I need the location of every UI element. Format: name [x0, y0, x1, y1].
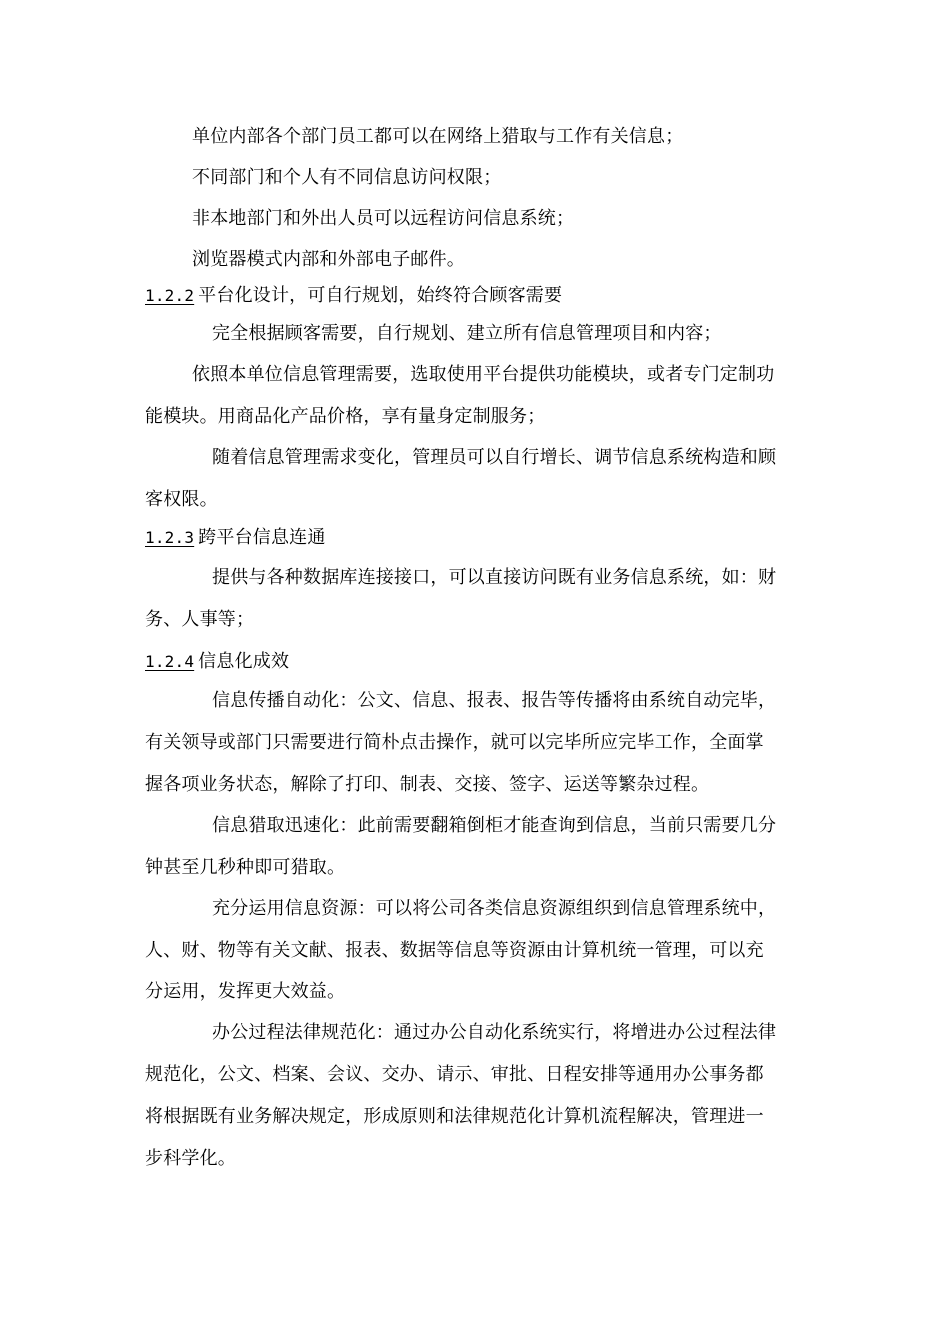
paragraph-line: 能模块。用商品化产品价格，享有量身定制服务；	[145, 406, 546, 427]
paragraph-line: 提供与各种数据库连接接口，可以直接访问既有业务信息系统，如：财	[212, 567, 777, 588]
bullet-line: 浏览器模式内部和外部电子邮件。	[192, 249, 465, 270]
bullet-line: 非本地部门和外出人员可以远程访问信息系统；	[192, 208, 575, 229]
paragraph-line: 依照本单位信息管理需要，选取使用平台提供功能模块，或者专门定制功	[192, 364, 775, 385]
section-title: 平台化设计，可自行规划，始终符合顾客需要	[198, 285, 563, 306]
section-heading-123	[145, 526, 326, 550]
paragraph-line: 规范化，公文、档案、会议、交办、请示、审批、日程安排等通用办公事务都	[145, 1064, 764, 1085]
paragraph-line: 客权限。	[145, 489, 218, 510]
paragraph-line: 务、人事等；	[145, 609, 255, 630]
section-number: 1.2.3	[145, 528, 195, 547]
paragraph-line: 钟甚至几秒种即可猎取。	[145, 857, 346, 878]
paragraph-line: 信息传播自动化：公文、信息、报表、报告等传播将由系统自动完毕，	[212, 690, 777, 711]
paragraph-line: 分运用，发挥更大效益。	[145, 981, 346, 1002]
section-heading-124	[145, 650, 289, 674]
paragraph-line: 信息猎取迅速化：此前需要翻箱倒柜才能查询到信息，当前只需要几分	[212, 815, 777, 836]
paragraph-line: 随着信息管理需求变化，管理员可以自行增长、调节信息系统构造和顾	[212, 447, 777, 468]
paragraph-line: 将根据既有业务解决规定，形成原则和法律规范化计算机流程解决，管理进一	[145, 1106, 764, 1127]
paragraph-line: 办公过程法律规范化：通过办公自动化系统实行，将增进办公过程法律	[212, 1022, 777, 1043]
paragraph-line: 握各项业务状态，解除了打印、制表、交接、签字、运送等繁杂过程。	[145, 774, 710, 795]
paragraph-line: 步科学化。	[145, 1148, 236, 1169]
paragraph-line: 有关领导或部门只需要进行简朴点击操作，就可以完毕所应完毕工作，全面掌	[145, 732, 764, 753]
paragraph-line: 人、财、物等有关文献、报表、数据等信息等资源由计算机统一管理，可以充	[145, 940, 764, 961]
section-number: 1.2.2	[145, 286, 195, 305]
bullet-line: 单位内部各个部门员工都可以在网络上猎取与工作有关信息；	[192, 126, 684, 147]
bullet-line: 不同部门和个人有不同信息访问权限；	[192, 167, 502, 188]
section-title: 信息化成效	[198, 651, 290, 672]
section-heading-122	[145, 284, 562, 308]
section-title: 跨平台信息连通	[198, 527, 326, 548]
paragraph-line: 完全根据顾客需要，自行规划、建立所有信息管理项目和内容；	[212, 323, 722, 344]
section-number: 1.2.4	[145, 652, 195, 671]
paragraph-line: 充分运用信息资源：可以将公司各类信息资源组织到信息管理系统中，	[212, 898, 777, 919]
